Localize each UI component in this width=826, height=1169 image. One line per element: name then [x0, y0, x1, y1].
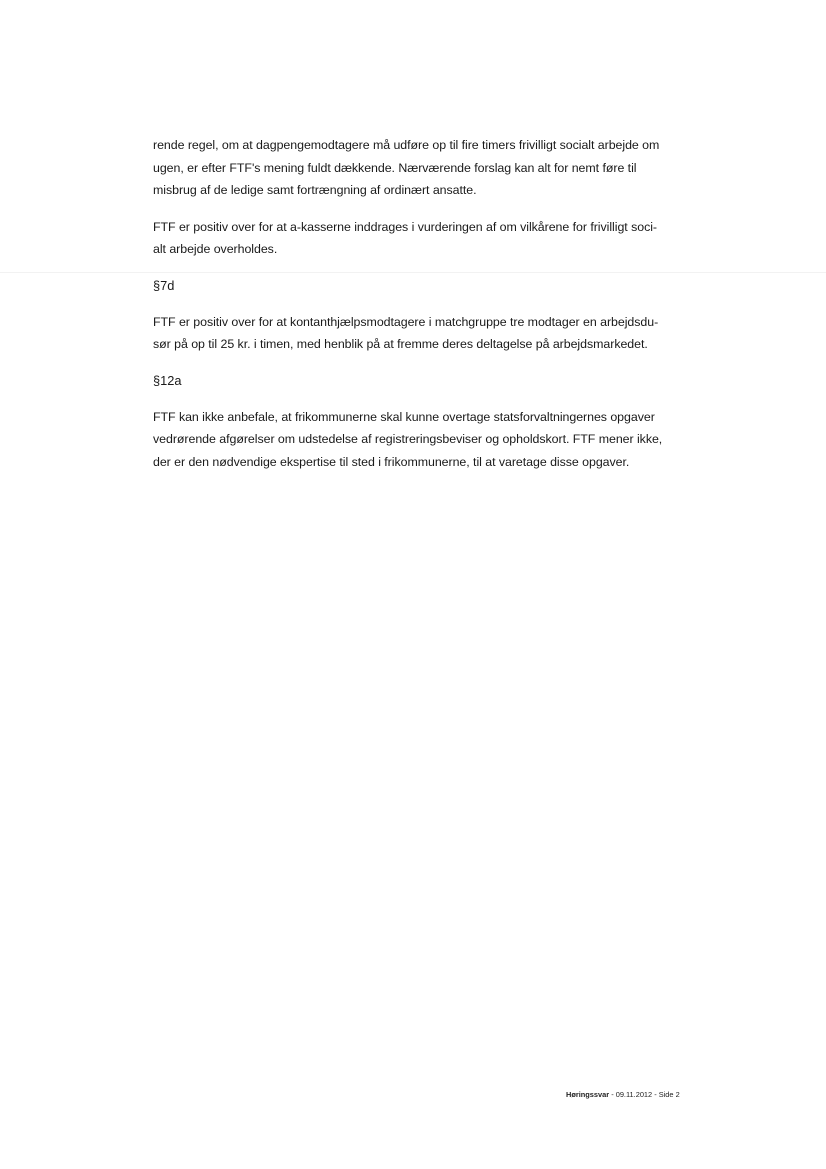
paragraph-a-kasser — [153, 216, 723, 261]
footer-label: Høringssvar — [566, 1090, 610, 1099]
paragraph-volunteer-rule — [153, 134, 723, 202]
footer-date: - 09.11.2012 - — [609, 1090, 659, 1099]
footer-page-number: Side 2 — [658, 1090, 680, 1099]
paragraph-line: rende regel, om at dagpengemodtagere må udføre op til fire timers frivilligt socialt arbejde om — [153, 138, 660, 152]
section-heading-12a: §12a — [153, 372, 182, 388]
document-body — [153, 134, 723, 487]
paragraph-kontanthjaelp — [153, 311, 723, 356]
paragraph-frikommuner — [153, 406, 723, 474]
paragraph-line: misbrug af de ledige samt fortrængning af ordinært ansatte. — [153, 183, 477, 197]
section-heading-7d: §7d — [153, 277, 175, 293]
paragraph-line: der er den nødvendige ekspertise til sted i frikommunerne, til at varetage disse opgaver. — [153, 454, 630, 469]
paragraph-line: FTF kan ikke anbefale, at frikommunerne skal kunne overtage statsforvaltningernes opgaver — [153, 409, 655, 424]
paragraph-line: FTF er positiv over for at a-kasserne inddrages i vurderingen af om vilkårene for frivilligt soci- — [153, 219, 658, 234]
paragraph-line: FTF er positiv over for at kontanthjælpsmodtagere i matchgruppe tre modtager en arbejdsdu- — [153, 314, 659, 329]
paragraph-line: vedrørende afgørelser om udstedelse af registreringsbeviser og opholdskort. FTF mener ikke, — [153, 432, 663, 446]
paragraph-line: sør på op til 25 kr. i timen, med henblik på at fremme deres deltagelse på arbejdsmarkedet. — [153, 337, 648, 351]
paragraph-line: alt arbejde overholdes. — [153, 242, 278, 256]
page-footer — [566, 1090, 726, 1100]
paragraph-line: ugen, er efter FTF's mening fuldt dækkende. Nærværende forslag kan alt for nemt føre til — [153, 160, 637, 175]
